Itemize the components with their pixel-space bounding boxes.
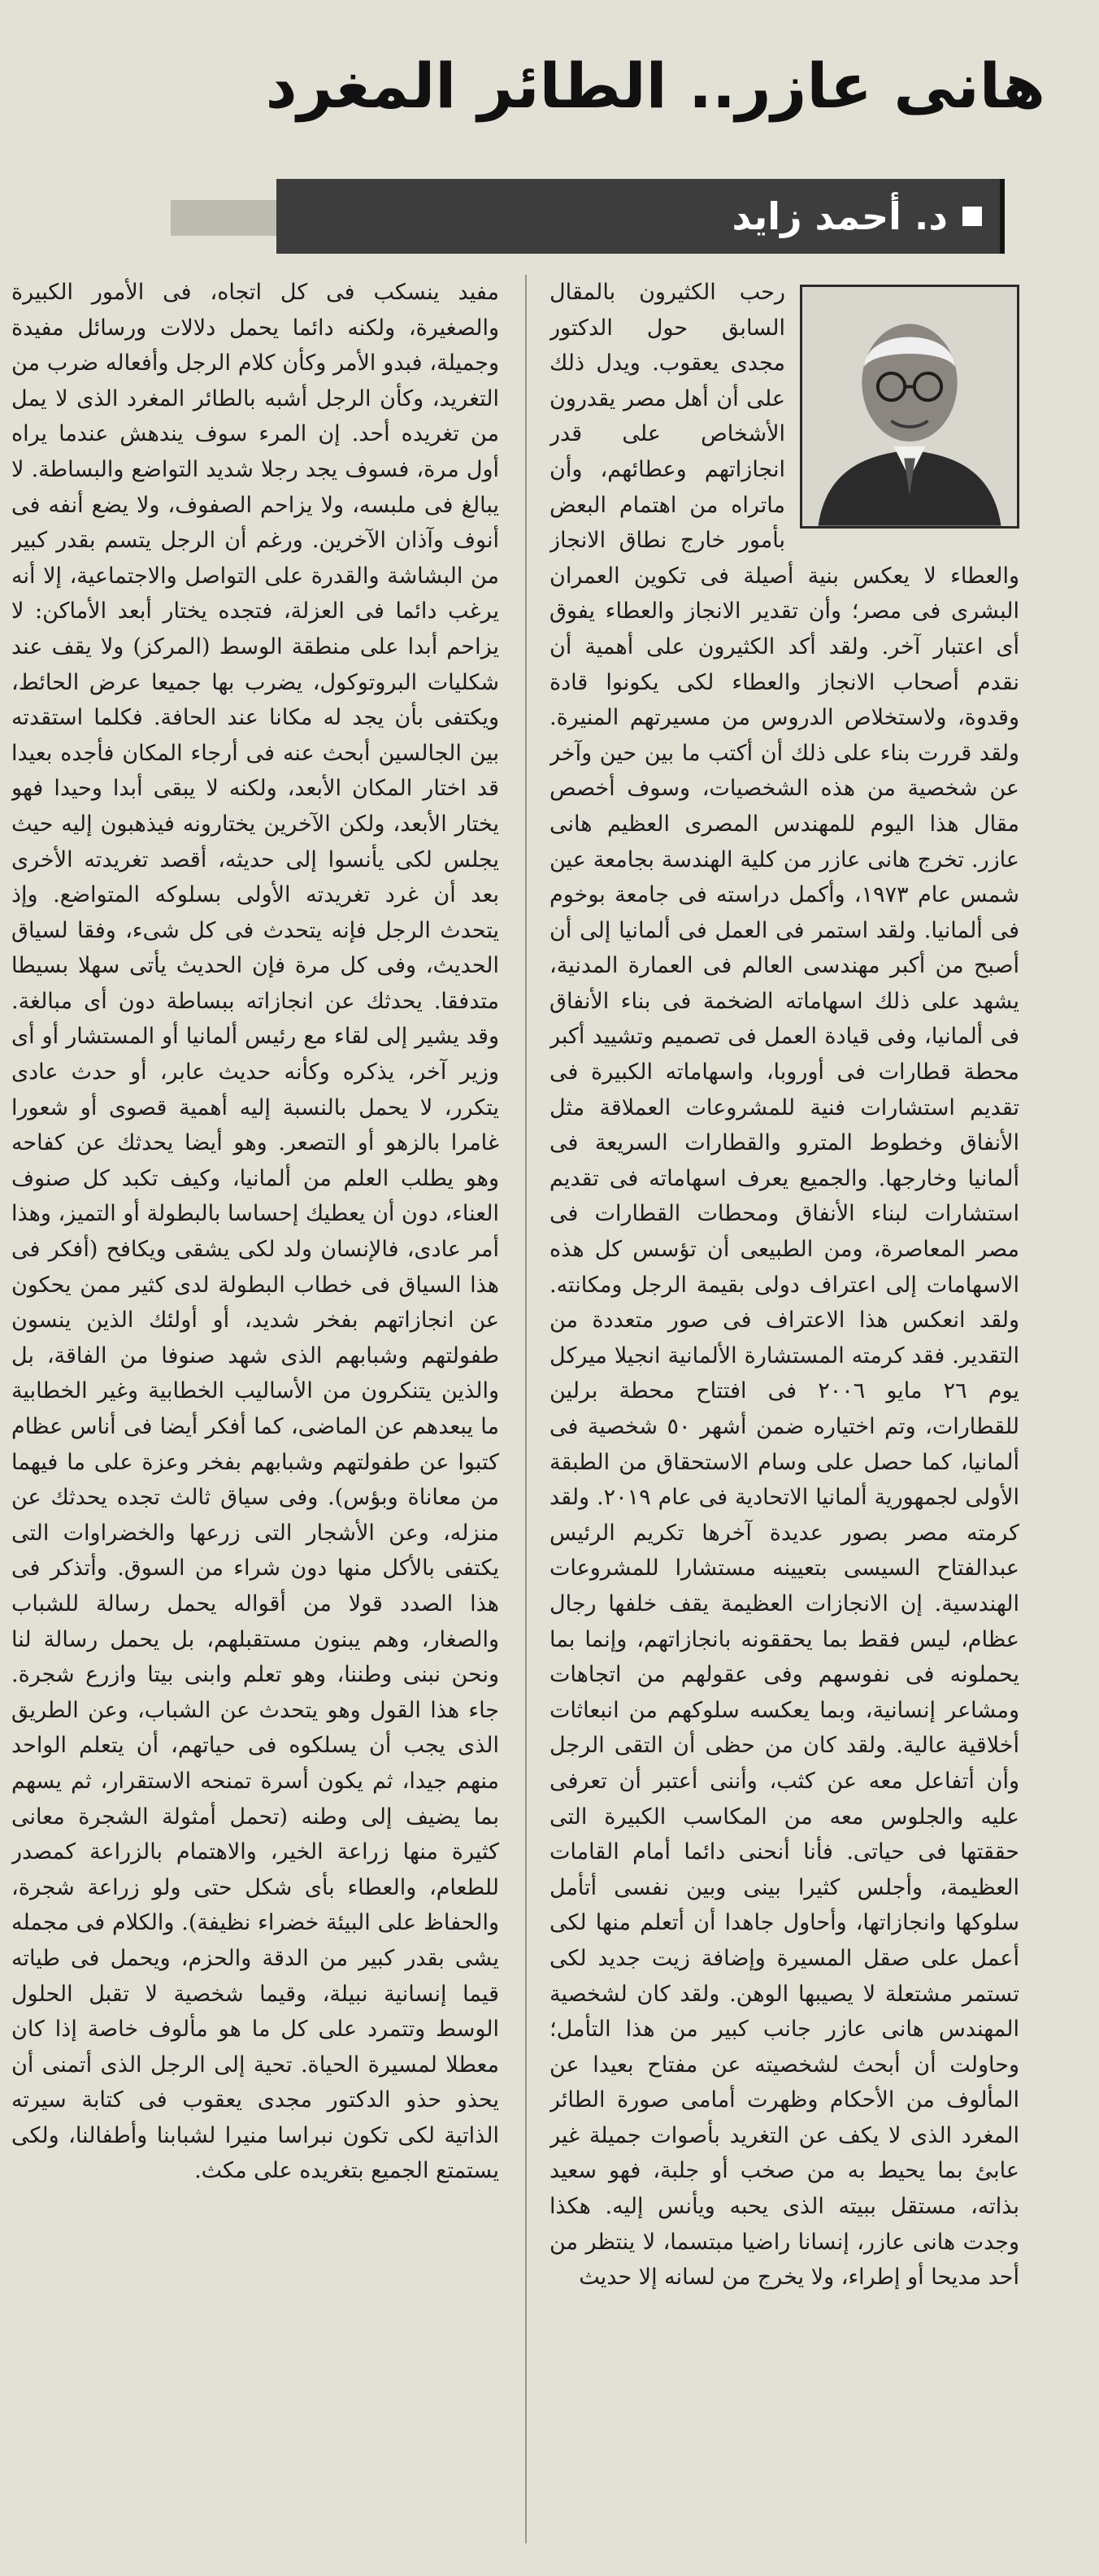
author-portrait-icon — [802, 287, 1017, 526]
article-column-left — [11, 275, 499, 2548]
headline: هانى عازر.. الطائر المغرد — [265, 50, 1045, 122]
author-byline — [276, 179, 1005, 254]
article-column-right — [550, 275, 1019, 2548]
square-bullet-icon — [962, 207, 982, 226]
article-text-right: رحب الكثيرون بالمقال السابق حول الدكتور مجدى يعقوب. ويدل ذلك على أن أهل مصر يقدرون الأشخاص على قدر انجازاتهم وعطائهم، وأن ماتراه من اهتمام البعض بأمور خارج نطاق الانجاز والعطاء لا يعكس بنية أصيلة فى تكوين العمران البشرى فى مصر؛ وأن تقدير الانجاز والعطاء يفوق أى اعتبار آخر. ولقد أكد الكثيرون على أهمية أن نقدم أصحاب الانجاز والعطاء لكى يكونوا قادة وقدوة، ولاستخلاص الدروس من مسيرتهم المنيرة. ولقد قررت بناء على ذلك أن أكتب ما بين حين وآخر عن شخصية من هذه الشخصيات، وسوف أخصص مقال هذا اليوم للمهندس المصرى العظيم هانى عازر. تخرج هانى عازر من كلية الهندسة بجامعة عين شمس عام ١٩٧٣، وأكمل دراسته فى جامعة بوخوم فى ألمانيا. ولقد استمر فى العمل فى ألمانيا إلى أن أصبح من أكبر مهندسى العالم فى العمارة المدنية، يشهد على ذلك اسهاماته الضخمة فى بناء الأنفاق فى ألمانيا، وفى قيادة العمل فى تصميم وتشييد أكبر محطة قطارات فى أوروبا، واسهاماته الكبيرة فى تقديم استشارات فنية للمشروعات العملاقة مثل الأنفاق وخطوط المترو والقطارات السريعة فى ألمانيا وخارجها. والجميع يعرف اسهاماته فى تقديم استشارات لبناء الأنفاق ومحطات القطارات فى مصر المعاصرة، ومن الطبيعى أن تؤسس كل هذه الاسهامات إلى اعتراف دولى بقيمة الرجل ومكانته. ولقد انعكس هذا الاعتراف فى صور متعددة من التقدير. فقد كرمته المستشارة الألمانية انجيلا ميركل يوم ٢٦ مايو ٢٠٠٦ فى افتتاح محطة برلين للقطارات، وتم اختياره ضمن أشهر ٥٠ شخصية فى ألمانيا، كما حصل على وسام الاستحقاق من الطبقة الأولى لجمهورية ألمانيا الاتحادية فى عام ٢٠١٩. ولقد كرمته مصر بصور عديدة آخرها تكريم الرئيس عبدالفتاح السيسى بتعيينه مستشارا للمشروعات الهندسية. إن الانجازات العظيمة يقف خلفها رجال عظام، ليس فقط بما يحققونه بانجازاتهم، وإنما بما يحملونه فى نفوسهم وفى عقولهم من اتجاهات ومشاعر إنسانية، وبما يعكسه سلوكهم من انبعاثات أخلاقية عالية. ولقد كان من حظى أن التقى الرجل وأن أتفاعل معه عن كثب، وأننى أعتبر أن تعرفى عليه والجلوس معه من المكاسب الكبيرة التى حققتها فى حياتى. فأنا أنحنى دائما أمام القامات العظيمة، وأجلس كثيرا بينى وبين نفسى أتأمل سلوكها وانجازاتها، وأحاول جاهدا أن أتعلم منها لكى أعمل على صقل المسيرة وإضافة زيت جديد لكى تستمر مشتعلة لا يصيبها الوهن. ولقد كان لشخصية المهندس هانى عازر جانب كبير من هذا التأمل؛ وحاولت أن أبحث لشخصيته عن مفتاح بعيدا عن المألوف من الأحكام وظهرت أمامى صورة الطائر المغرد الذى لا يكف عن التغريد بأصوات جميلة غير عابئ بما يحيط به من صخب أو جلبة، فهو سعيد بذاته، مستقل ببيته الذى يحبه ويأنس إليه. هكذا وجدت هانى عازر، إنسانا راضيا مبتسما، لا ينتظر من أحد مديحا أو إطراء، ولا يخرج من لسانه إلا حديث — [550, 280, 1019, 2291]
author-name: د. أحمد زايد — [732, 194, 948, 238]
bleed-through-box — [171, 200, 293, 236]
column-divider — [525, 275, 527, 2543]
author-photo — [800, 285, 1019, 529]
article-text-left: مفيد ينسكب فى كل اتجاه، فى الأمور الكبيرة والصغيرة، ولكنه دائما يحمل دلالات ورسائل مفيدة وجميلة، فبدو الأمر وكأن كلام الرجل وأفعاله ضرب من التغريد، وكأن الرجل أشبه بالطائر المغرد الذى لا يمل من تغريده أحد. إن المرء سوف يندهش عندما يراه أول مرة، فسوف يجد رجلا شديد التواضع والبساطة. لا يبالغ فى ملبسه، ولا يزاحم الصفوف، ولا يضع أنفه فى أنوف وآذان الآخرين. ورغم أن الرجل يتسم بقدر كبير من البشاشة والقدرة على التواصل والاجتماعية، إلا أنه يرغب دائما فى العزلة، فتجده يختار أبعد الأماكن: لا يزاحم أبدا على منطقة الوسط (المركز) ولا يقف عند شكليات البروتوكول، يضرب بها جميعا عرض الحائط، ويكتفى بأن يجد له مكانا عند الحافة. فكلما استقدته بين الجالسين أبحث عنه فى أرجاء المكان فأجده بعيدا قد اختار المكان الأبعد، ولكنه لا يبقى أبدا وحيدا فهو يختار الأبعد، ولكن الآخرين يختارونه فيذهبون إليه حيث يجلس لكى يأنسوا إلى حديثه، أقصد تغريدته الأخرى بعد أن غرد تغريدته الأولى بسلوكه المتواضع. وإذ يتحدث الرجل فإنه يتحدث فى كل شىء، وفقا لسياق الحديث، وفى كل مرة فإن الحديث يأتى سهلا بسيطا متدفقا. يحدثك عن انجازاته ببساطة دون أى مبالغة. وقد يشير إلى لقاء مع رئيس ألمانيا أو المستشار أو أى وزير آخر، يذكره وكأنه حديث عابر، أو حدث عادى يتكرر، لا يحمل بالنسبة إليه أهمية قصوى أو شعورا غامرا بالزهو أو التصعر. وهو أيضا يحدثك عن كفاحه وهو يطلب العلم من ألمانيا، وكيف تكبد كل صنوف العناء، دون أن يعطيك إحساسا بالبطولة أو التميز، وهذا أمر عادى، فالإنسان ولد لكى يشقى ويكافح (أفكر فى هذا السياق فى خطاب البطولة لدى كثير ممن يحكون عن انجازاتهم بفخر شديد، أو أولئك الذين ينسون طفولتهم وشبابهم الذى شهد صنوفا من الفاقة، بل والذين يتنكرون من الأساليب الخطابية وغير الخطابية ما يبعدهم عن الماضى، كما أفكر أيضا فى أناس عظام كتبوا عن طفولتهم وشبابهم بفخر وعزة على ما فيهما من معاناة وبؤس). وفى سياق ثالث تجده يحدثك عن منزله، وعن الأشجار التى زرعها والخضراوات التى يكتفى بالأكل منها دون شراء من السوق. وأتذكر فى هذا الصدد قولا من أقواله يحمل رسالة للشباب والصغار، وهم يبنون مستقبلهم، بل يحمل رسالة لنا ونحن نبنى وطننا، وهو تعلم وابنى بيتا وازرع شجرة. جاء هذا القول وهو يتحدث عن الشباب، وعن الطريق الذى يجب أن يسلكوه فى حياتهم، أن يتعلم الواحد منهم جيدا، ثم يكون أسرة تمنحه الاستقرار، ثم يسهم بما يضيف إلى وطنه (تحمل أمثولة الشجرة معانى كثيرة منها زراعة الخير، والاهتمام بالزراعة كمصدر للطعام، والعطاء بأى شكل حتى ولو زراعة شجرة، والحفاظ على البيئة خضراء نظيفة). والكلام فى مجمله يشى بقدر كبير من الدقة والحزم، ويحمل فى طياته قيما إنسانية نبيلة، وقيما شخصية لا تقبل الحلول الوسط وتتمرد على كل ما هو مألوف خاصة إذا كان معطلا لمسيرة الحياة. تحية إلى الرجل الذى أتمنى أن يحذو حذو الدكتور مجدى يعقوب فى كتابة سيرته الذاتية لكى تكون نبراسا منيرا لشبابنا وأطفالنا، ولكى يستمتع الجميع بتغريده على مكث. — [11, 280, 499, 2184]
